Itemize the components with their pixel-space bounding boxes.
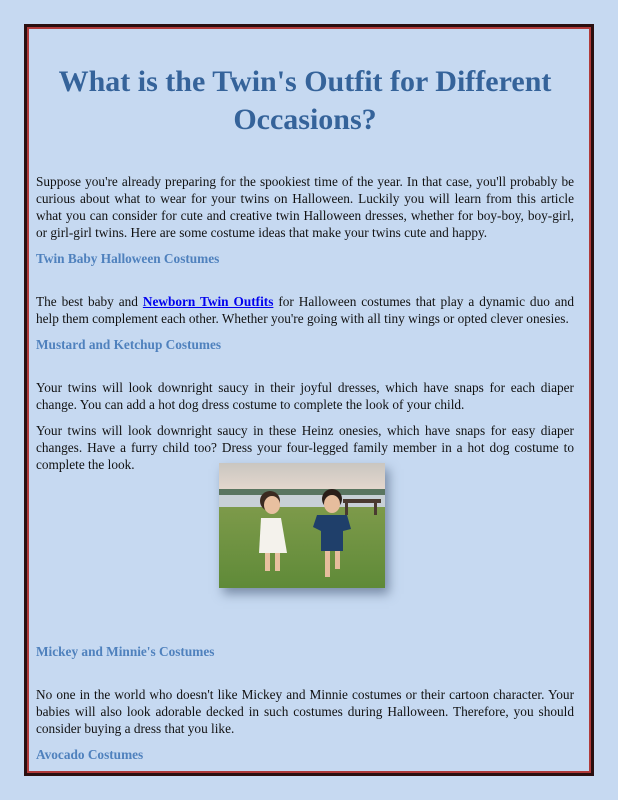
paragraph-mustard-1: Your twins will look downright saucy in their joyful dresses, which have snaps for each diaper change. You can add a hot dog dress costume to complete the look of your child. — [36, 380, 574, 412]
page-frame — [24, 24, 594, 776]
text: for Halloween costumes that play a dynamic duo and help them complement each other. Whether you're going with all tiny wings or opted clever onesies. — [36, 294, 574, 326]
twins-photo — [219, 463, 385, 588]
heading-twin-baby: Twin Baby Halloween Costumes — [36, 251, 220, 266]
heading-mustard-ketchup: Mustard and Ketchup Costumes — [36, 337, 222, 352]
intro-paragraph: Suppose you're already preparing for the spookiest time of the year. In that case, you'll probably be curious about what to wear for your twins on Halloween. Luckily you will learn from this article what you can consider for cute and creative twin Halloween dresses, whether for boy-boy, boy-girl, or girl-girl twins. Here are some costume ideas that make your twins cute and happy. — [36, 174, 574, 240]
heading-avocado: Avocado Costumes — [36, 747, 144, 762]
paragraph-twin-baby — [36, 293, 574, 327]
paragraph-mickey-minnie: No one in the world who doesn't like Mickey and Minnie costumes or their cartoon character. Your babies will also look adorable decked in such costumes during Halloween. Therefore, you should consider buying a dress that you like. — [36, 687, 574, 736]
newborn-twin-outfits-link[interactable]: Newborn Twin Outfits — [142, 294, 274, 309]
heading-mickey-minnie: Mickey and Minnie's Costumes — [36, 644, 215, 659]
text: The best baby and — [36, 294, 143, 309]
article — [36, 27, 574, 763]
page-title: What is the Twin's Outfit for Different Occasions? — [58, 65, 552, 136]
paragraph-mustard-2: Your twins will look downright saucy in these Heinz onesies, which have snaps for easy diaper changes. Have a furry child too? Dress your four-legged family member in a hot dog costume to complete the look. — [36, 423, 574, 472]
